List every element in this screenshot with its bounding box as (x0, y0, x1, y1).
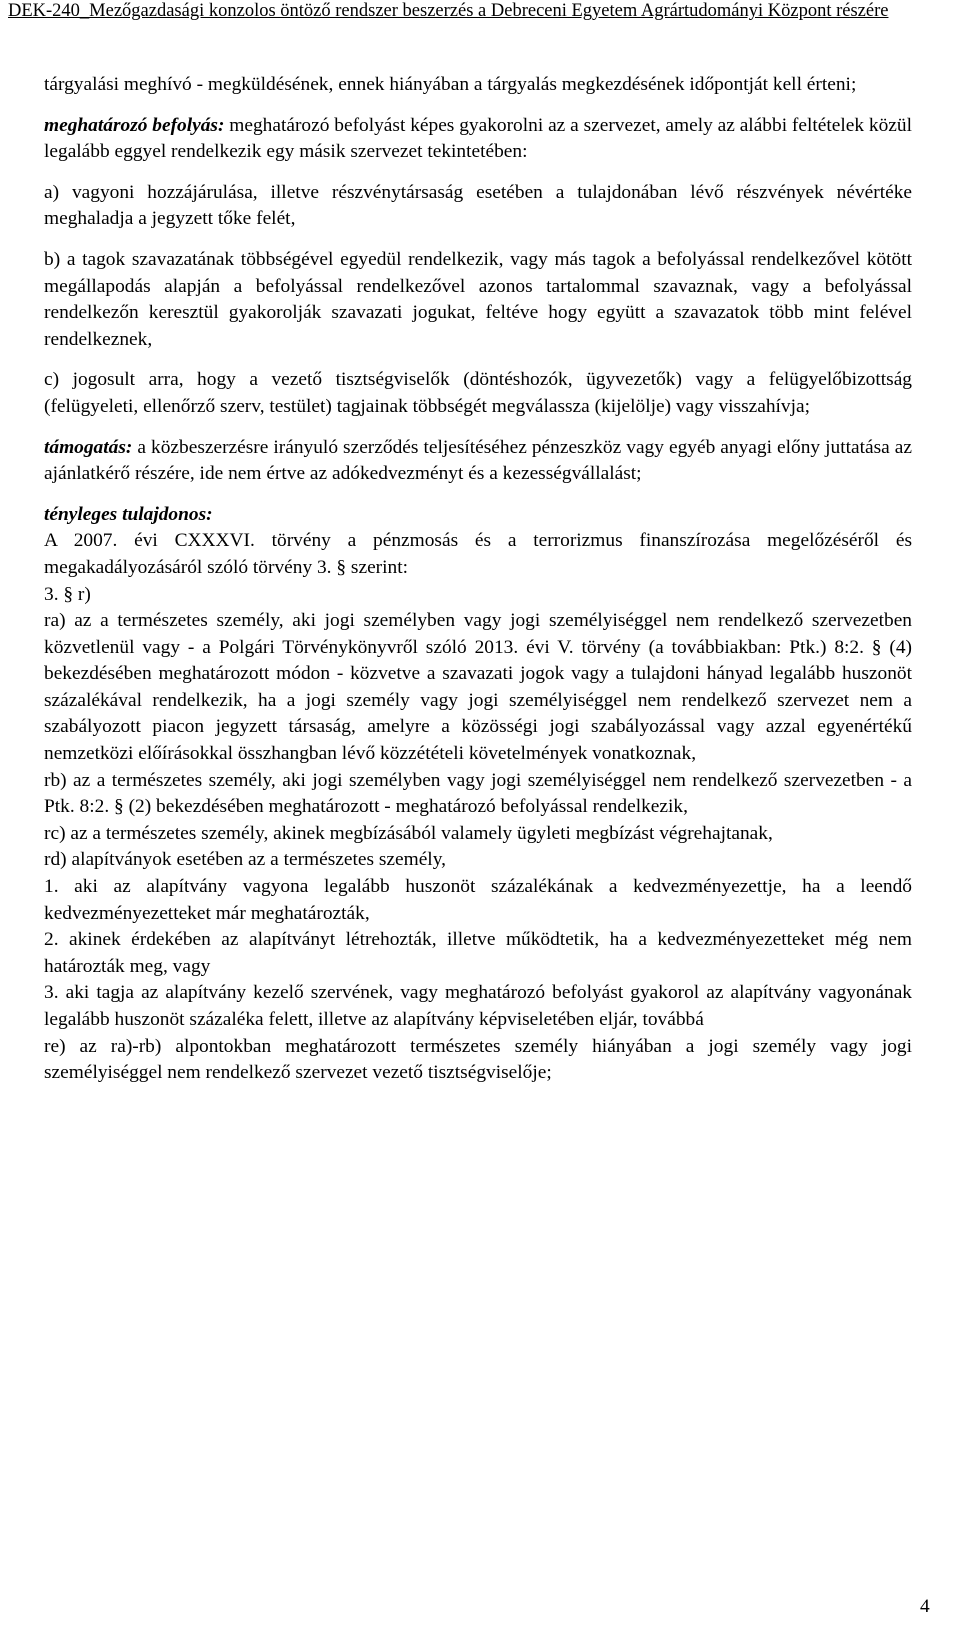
list-item-re: re) az ra)-rb) alpontokban meghatározott természetes személy hiányában a jogi személy vagy jogi személyiséggel nem rendelkező szervezet vezető tisztségviselője; (44, 1035, 912, 1084)
document-body (44, 72, 912, 1087)
paragraph-tender-invitation: tárgyalási meghívó - megküldésének, ennek hiányában a tárgyalás megkezdésének időpontját kell érteni; (44, 74, 857, 95)
list-item-c: c) jogosult arra, hogy a vezető tisztségviselők (döntéshozók, ügyvezetők) vagy a felügyelőbizottság (felügyeleti, ellenőrző szerv, testület) tagjainak többségét megválassza (kijelölje) vagy visszahívja; (44, 369, 912, 417)
definition-text: meghatározó befolyást képes gyakorolni az a szervezet, amely az alábbi feltételek közül legalább eggyel rendelkezik egy másik szervezet tekintetében: (44, 114, 912, 163)
list-item-b: b) a tagok szavazatának többségével egyedül rendelkezik, vagy más tagok a befolyással rendelkezővel kötött megállapodás alapján a befolyással rendelkezővel azonos tartalommal szavaznak, vagy a befolyással rendelkezőn keresztül gyakorolják szavazati jogukat, feltéve hogy együtt a szavazatok több mint felével rendelkeznek, (44, 248, 912, 350)
paragraph-law-reference: A 2007. évi CXXXVI. törvény a pénzmosás és a terrorizmus finanszírozása megelőzéséről és megakadályozásáról szóló törvény 3. § szerint: (44, 530, 912, 578)
definition-term: tényleges tulajdonos: (44, 503, 213, 525)
list-item-rd-1: 1. aki az alapítvány vagyona legalább huszonöt százalékának a kedvezményezettje, ha a leendő kedvezményezetteket már meghatározták, (44, 876, 912, 924)
definition-term: meghatározó befolyás: (44, 114, 225, 136)
paragraph-section-ref: 3. § r) (44, 583, 91, 605)
list-item-a: a) vagyoni hozzájárulása, illetve részvénytársaság esetében a tulajdonában lévő részvények névértéke meghaladja a jegyzett tőke felét, (44, 181, 912, 230)
list-item-rb: rb) az a természetes személy, aki jogi személyben vagy jogi személyiséggel nem rendelkező szervezetben - a Ptk. 8:2. § (2) bekezdésében meghatározott - meghatározó befolyással rendelkezik, (44, 769, 912, 818)
definition-text: a közbeszerzésre irányuló szerződés teljesítéséhez pénzeszköz vagy egyéb anyagi előny juttatása az ajánlatkérő részére, ide nem értve az adókedvezményt és a kezességvállalást; (44, 436, 912, 485)
definition-dominant-influence (44, 113, 912, 166)
list-item-rd: rd) alapítványok esetében az a természetes személy, (44, 849, 446, 871)
list-item-rc: rc) az a természetes személy, akinek megbízásából valamely ügyleti megbízást végrehajtanak, (44, 822, 773, 844)
page-number: 4 (920, 1596, 930, 1617)
list-item-ra: ra) az a természetes személy, aki jogi személyben vagy jogi személyiséggel nem rendelkező szervezetben közvetlenül vagy - a Polgári Törvénykönyvről szóló 2013. évi V. törvény (a továbbiakban: Ptk.) 8:2. § (4) bekezdésében meghatározott módon - közvetve a szavazati jogok vagy a tulajdoni hányad legalább huszonöt százalékával rendelkezik, ha a jogi személy vagy jogi személyiséggel nem rendelkező szervezet nem a szabályozott piacon jegyzett társaság, amelyre a közösségi jogi szabályozással vagy azzal egyenértékű nemzetközi előírásokkal összhangban lévő közzétételi követelmények vonatkoznak, (44, 610, 912, 765)
document-header: DEK-240_Mezőgazdasági konzolos öntöző rendszer beszerzés a Debreceni Egyetem Agrártudományi Központ részére (8, 1, 889, 21)
definition-term: támogatás: (44, 436, 133, 458)
list-item-rd-2: 2. akinek érdekében az alapítványt létrehozták, illetve működtetik, ha a kedvezményezetteket még nem határozták meg, vagy (44, 929, 912, 977)
definition-beneficial-owner (44, 502, 912, 529)
list-item-rd-3: 3. aki tagja az alapítvány kezelő szervének, vagy meghatározó befolyást gyakorol az alapítvány vagyonának legalább huszonöt százaléka felett, illetve az alapítvány képviseletében eljár, továbbá (44, 982, 912, 1030)
definition-support (44, 435, 912, 488)
